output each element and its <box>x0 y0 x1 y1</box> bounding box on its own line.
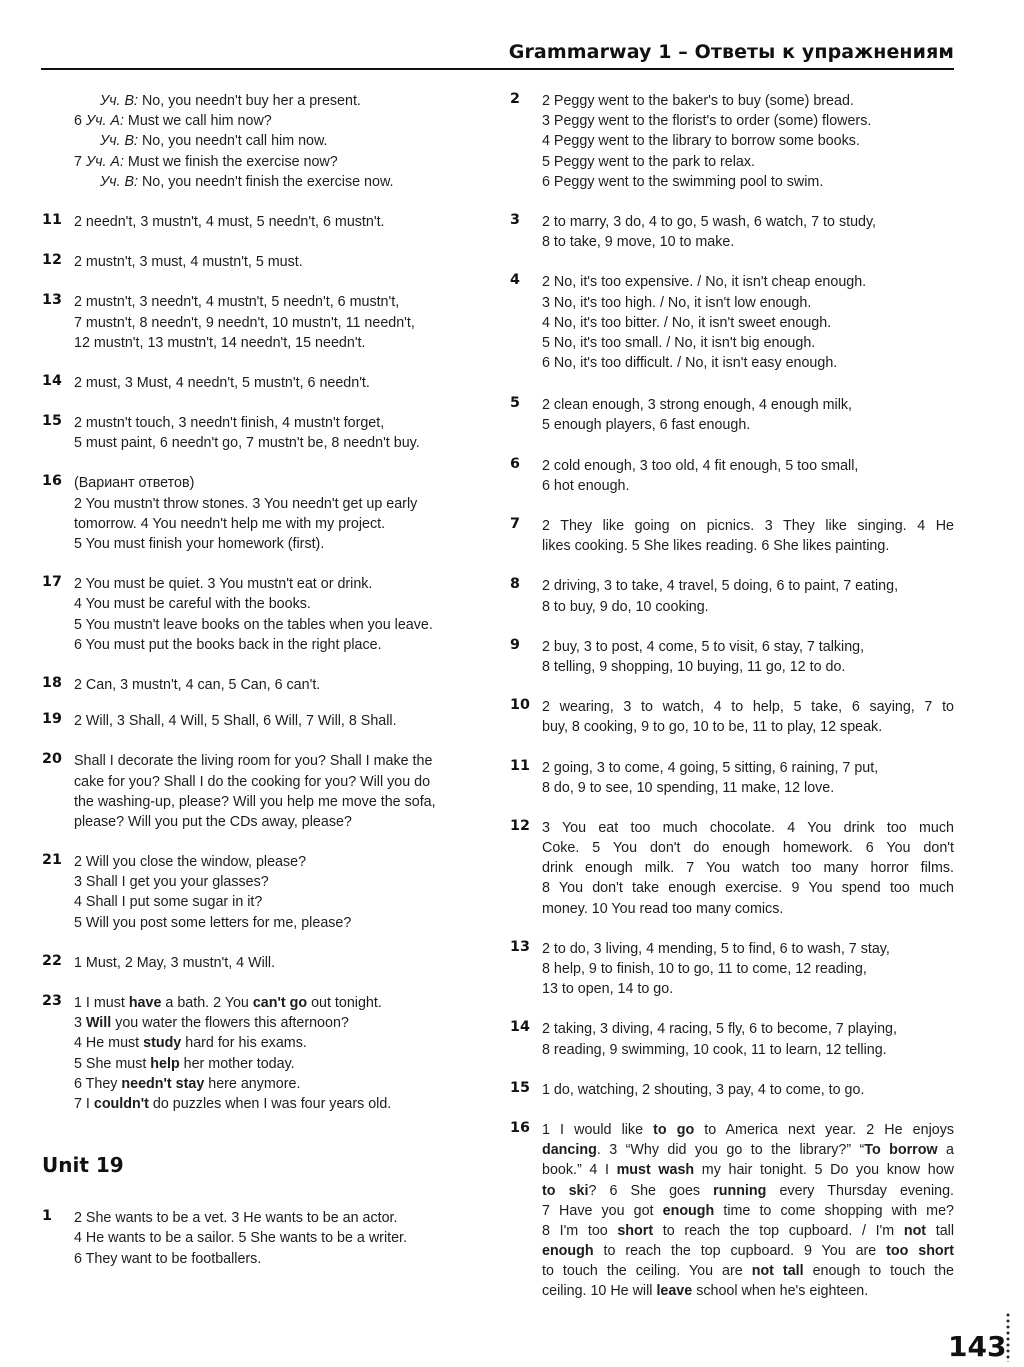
answer-line: 5 You must finish your homework (first). <box>74 536 325 552</box>
answer-line: 8 help, 9 to finish, 10 to go, 11 to come, 12 reading, <box>542 961 867 977</box>
exercise-number: 22 <box>42 952 62 969</box>
emphasis-text: leave <box>656 1283 693 1300</box>
exercise-number: 16 <box>510 1119 530 1136</box>
answer-line: 8 You don't take enough exercise. 9 You spend too much <box>542 880 954 897</box>
answer-line: 4 You must be careful with the books. <box>74 596 311 613</box>
answer-line: 8 I'm too short to reach the top cupboard. / I'm not tall <box>542 1222 954 1239</box>
speaker-label: Уч. В: <box>100 93 138 109</box>
exercise-entry <box>42 675 486 695</box>
text-segment: Must we finish the exercise now? <box>123 153 338 170</box>
answer-line: 6 Уч. А: Must we call him now? <box>74 113 272 130</box>
answer-line: likes cooking. 5 She likes reading. 6 She likes painting. <box>542 538 890 555</box>
answer-line: 2 She wants to be a vet. 3 He wants to be an actor. <box>74 1210 398 1227</box>
exercise-entry <box>42 751 486 832</box>
exercise-entry <box>510 637 954 677</box>
emphasis-text: to ski <box>542 1182 589 1199</box>
exercise-entry <box>42 413 486 453</box>
answer-line: 3 Peggy went to the florist's to order (some) flowers. <box>542 113 872 130</box>
exercise-number: 14 <box>510 1019 530 1036</box>
exercise-entry <box>510 697 954 737</box>
answer-line: 2 You must be quiet. 3 You mustn't eat or drink. <box>74 576 373 593</box>
answer-line: 2 mustn't touch, 3 needn't finish, 4 mustn't forget, <box>74 415 385 432</box>
exercise-entry <box>510 576 954 616</box>
exercise-number: 14 <box>42 372 62 389</box>
exercise-number: 6 <box>510 455 520 472</box>
answer-line: 4 He wants to be a sailor. 5 She wants to be a writer. <box>74 1230 407 1247</box>
exercise-entry <box>42 91 486 192</box>
exercise-number: 13 <box>510 938 530 955</box>
emphasis-text: not <box>903 1222 927 1239</box>
text-segment: No, you needn't finish the exercise now. <box>138 173 394 190</box>
answer-line: 5 must paint, 6 needn't go, 7 mustn't be, 8 needn't buy. <box>74 435 420 452</box>
answer-line: 2 Will, 3 Shall, 4 Will, 5 Shall, 6 Will, 7 Will, 8 Shall. <box>74 713 397 730</box>
emphasis-text: short <box>617 1222 654 1239</box>
answer-line: 5 enough players, 6 fast enough. <box>542 417 751 434</box>
answer-line: Shall I decorate the living room for you? Shall I make the <box>74 753 433 770</box>
exercise-entry <box>42 1208 486 1269</box>
exercise-entry <box>42 252 486 272</box>
answer-line: dancing. 3 “Why did you go to the library?” “To borrow a <box>542 1142 954 1159</box>
emphasis-text: Will <box>85 1015 112 1032</box>
answer-line: 1 do, watching, 2 shouting, 3 pay, 4 to come, to go. <box>542 1081 865 1098</box>
exercise-number: 21 <box>42 852 62 869</box>
text-segment: No, you needn't buy her a present. <box>138 93 361 109</box>
header-divider <box>41 68 954 70</box>
exercise-entry <box>510 1120 954 1302</box>
answer-line: 8 do, 9 to see, 10 spending, 11 make, 12 love. <box>542 779 835 796</box>
unit-19-entries <box>42 1208 486 1269</box>
exercise-entry <box>510 516 954 556</box>
text-segment: Must we call him now? <box>123 113 272 130</box>
emphasis-text: enough <box>542 1243 594 1260</box>
answer-line: 1 Must, 2 May, 3 mustn't, 4 Will. <box>74 954 276 971</box>
exercise-number: 17 <box>42 574 62 591</box>
answer-line: to ski? 6 She goes running every Thursday evening. <box>542 1182 954 1199</box>
answer-line: 8 to take, 9 move, 10 to make. <box>542 234 735 251</box>
answer-line: tomorrow. 4 You needn't help me with my project. <box>74 515 386 532</box>
answer-line: (Вариант ответов) <box>74 475 195 492</box>
exercise-entry <box>510 1019 954 1059</box>
answer-line: 1 I would like to go to America next year. 2 He enjoys <box>542 1121 954 1138</box>
answer-line: 6 You must put the books back in the right place. <box>74 636 382 653</box>
answer-line: 5 Will you post some letters for me, please? <box>74 914 352 931</box>
exercise-number: 12 <box>510 817 530 834</box>
answer-line: 2 wearing, 3 to watch, 4 to help, 5 take, 6 saying, 7 to <box>542 699 954 716</box>
exercise-entry <box>42 711 486 731</box>
answer-line <box>74 91 486 111</box>
exercise-entry <box>510 758 954 798</box>
speaker-label: Уч. А: <box>85 153 124 170</box>
exercise-entry <box>510 395 954 435</box>
exercise-number: 12 <box>42 252 62 269</box>
answer-line: 5 Peggy went to the park to relax. <box>542 153 755 170</box>
answer-line <box>74 172 486 192</box>
answer-line: 3 No, it's too high. / No, it isn't low enough. <box>542 294 812 311</box>
answer-line: 4 Shall I put some sugar in it? <box>74 894 263 911</box>
exercise-entry <box>42 212 486 232</box>
answer-line: enough to reach the top cupboard. 9 You are too short <box>542 1243 954 1260</box>
answer-line: money. 10 You read too many comics. <box>542 900 784 917</box>
answer-line: 5 She must help her mother today. <box>74 1055 295 1072</box>
emphasis-text: can't go <box>252 995 308 1011</box>
answer-line: 6 They needn't stay here anymore. <box>74 1075 301 1092</box>
exercise-number: 18 <box>42 674 62 691</box>
exercise-number: 20 <box>42 751 62 768</box>
exercise-number: 7 <box>510 516 520 532</box>
answer-line: 4 No, it's too bitter. / No, it isn't sweet enough. <box>542 314 832 331</box>
exercise-entry <box>510 91 954 192</box>
exercise-entry <box>510 1080 954 1100</box>
page-header-title: Grammarway 1 – Ответы к упражнениям <box>508 41 954 63</box>
exercise-number: 16 <box>42 473 62 490</box>
exercise-number: 4 <box>510 272 520 289</box>
speaker-label: Уч. В: <box>100 173 138 190</box>
answer-line: 7 mustn't, 8 needn't, 9 needn't, 10 mustn't, 11 needn't, <box>74 314 415 331</box>
answer-line: 2 mustn't, 3 must, 4 mustn't, 5 must. <box>74 254 303 271</box>
answer-line: buy, 8 cooking, 9 to go, 10 to be, 11 to play, 12 speak. <box>542 719 883 736</box>
page-number: 143 <box>948 1330 1007 1363</box>
answer-line: 3 Shall I get you your glasses? <box>74 874 269 891</box>
answer-line <box>74 131 486 151</box>
answer-line: 2 Can, 3 mustn't, 4 can, 5 Can, 6 can't. <box>74 676 321 693</box>
exercise-number: 10 <box>510 697 530 714</box>
left-answer-column <box>42 91 486 1269</box>
exercise-number: 1 <box>42 1208 52 1225</box>
emphasis-text: running <box>713 1182 767 1199</box>
emphasis-text: study <box>143 1035 182 1052</box>
unit-heading: Unit 19 <box>42 1153 124 1178</box>
speaker-label: Уч. А: <box>85 113 124 130</box>
exercise-entry <box>510 818 954 919</box>
exercise-entry <box>42 574 486 655</box>
emphasis-text: to go <box>653 1121 695 1138</box>
answer-line: 6 Peggy went to the swimming pool to swim. <box>542 173 824 190</box>
answer-line: the washing-up, please? Will you help me move the sofa, <box>74 793 436 810</box>
exercise-number: 11 <box>510 757 530 774</box>
answer-line: to touch the ceiling. You are not tall enough to touch the <box>542 1263 955 1280</box>
answer-line: 6 They want to be footballers. <box>74 1250 262 1267</box>
answer-line: 8 to buy, 9 do, 10 cooking. <box>542 598 709 615</box>
exercise-number: 5 <box>510 395 520 412</box>
exercise-entry <box>42 473 486 554</box>
emphasis-text: too short <box>886 1243 954 1260</box>
answer-line: 13 to open, 14 to go. <box>542 981 674 998</box>
exercise-entry <box>42 852 486 933</box>
exercise-number: 13 <box>42 292 62 309</box>
emphasis-text: dancing <box>542 1142 597 1159</box>
answer-line: 2 You mustn't throw stones. 3 You needn't get up early <box>74 495 418 512</box>
exercise-entry <box>510 456 954 496</box>
emphasis-text: needn't stay <box>121 1075 205 1092</box>
emphasis-text: have <box>128 995 162 1011</box>
answer-line: 12 mustn't, 13 mustn't, 14 needn't, 15 needn't. <box>74 334 366 351</box>
emphasis-text: not tall <box>751 1263 804 1280</box>
answer-line: 2 taking, 3 diving, 4 racing, 5 fly, 6 to become, 7 playing, <box>542 1021 897 1038</box>
right-answer-column <box>510 91 954 1302</box>
answer-line: 3 You eat too much chocolate. 4 You drink too much <box>542 819 954 836</box>
answer-line: 2 Peggy went to the baker's to buy (some) bread. <box>542 93 854 109</box>
answer-line: 2 buy, 3 to post, 4 come, 5 to visit, 6 stay, 7 talking, <box>542 638 865 655</box>
answer-line: 2 Will you close the window, please? <box>74 854 307 871</box>
answer-line: 1 I must have a bath. 2 You can't go out tonight. <box>74 995 382 1011</box>
answer-line: 8 telling, 9 shopping, 10 buying, 11 go, 12 to do. <box>542 658 846 675</box>
answer-line: 2 They like going on picnics. 3 They like singing. 4 He <box>542 518 954 534</box>
emphasis-text: couldn't <box>93 1095 149 1112</box>
exercise-number: 15 <box>510 1079 530 1096</box>
exercise-entry <box>42 993 486 1114</box>
answer-line: 2 cold enough, 3 too old, 4 fit enough, 5 too small, <box>542 457 859 474</box>
answer-line: 6 No, it's too difficult. / No, it isn't easy enough. <box>542 355 838 372</box>
answer-line: drink enough milk. 7 You watch too many horror films. <box>542 860 954 877</box>
speaker-label: Уч. В: <box>100 133 138 150</box>
answer-line: 2 to marry, 3 do, 4 to go, 5 wash, 6 watch, 7 to study, <box>542 213 877 230</box>
answer-line: 4 Peggy went to the library to borrow some books. <box>542 133 860 150</box>
answer-line: 2 to do, 3 living, 4 mending, 5 to find, 6 to wash, 7 stay, <box>542 940 890 957</box>
answer-line: cake for you? Shall I do the cooking for you? Will you do <box>74 773 431 790</box>
answer-line: 6 hot enough. <box>542 477 630 494</box>
answer-line: 2 clean enough, 3 strong enough, 4 enough milk, <box>542 397 852 414</box>
exercise-number: 9 <box>510 636 520 653</box>
answer-line: ceiling. 10 He will leave school when he's eighteen. <box>542 1283 869 1300</box>
exercise-number: 23 <box>42 993 62 1009</box>
answer-line: 5 You mustn't leave books on the tables when you leave. <box>74 616 433 633</box>
emphasis-text: help <box>150 1055 180 1072</box>
answer-line: 2 going, 3 to come, 4 going, 5 sitting, 6 raining, 7 put, <box>542 759 879 776</box>
emphasis-text: To borrow <box>864 1142 938 1159</box>
answer-line: 2 No, it's too expensive. / No, it isn't cheap enough. <box>542 274 867 291</box>
answer-line: 7 I couldn't do puzzles when I was four years old. <box>74 1095 392 1112</box>
exercise-number: 2 <box>510 91 520 107</box>
exercise-number: 15 <box>42 413 62 430</box>
exercise-entry <box>42 373 486 393</box>
exercise-entry <box>510 272 954 373</box>
exercise-entry <box>42 292 486 353</box>
answer-line: 7 Уч. А: Must we finish the exercise now? <box>74 153 338 170</box>
exercise-entry <box>510 212 954 252</box>
right-entries <box>510 91 954 1302</box>
answer-line: 2 needn't, 3 mustn't, 4 must, 5 needn't, 6 mustn't. <box>74 213 385 230</box>
answer-line: 4 He must study hard for his exams. <box>74 1035 307 1052</box>
answer-line: 8 reading, 9 swimming, 10 cook, 11 to learn, 12 telling. <box>542 1041 887 1058</box>
answer-line: 7 Have you got enough time to come shopping with me? <box>542 1202 954 1219</box>
emphasis-text: enough <box>662 1202 715 1219</box>
answer-line: book.” 4 I must wash my hair tonight. 5 Do you know how <box>542 1162 954 1179</box>
exercise-entry <box>42 953 486 973</box>
answer-line: 2 driving, 3 to take, 4 travel, 5 doing, 6 to paint, 7 eating, <box>542 578 899 595</box>
answer-line: Coke. 5 You don't do enough homework. 6 You don't <box>542 840 954 857</box>
answer-line: 5 No, it's too small. / No, it isn't big enough. <box>542 334 816 351</box>
answer-line: 2 mustn't, 3 needn't, 4 mustn't, 5 needn't, 6 mustn't, <box>74 294 400 311</box>
answer-line: 2 must, 3 Must, 4 needn't, 5 mustn't, 6 needn't. <box>74 374 370 391</box>
left-entries <box>42 91 486 1114</box>
answer-line: 3 Will you water the flowers this afternoon? <box>74 1015 349 1032</box>
text-segment: No, you needn't call him now. <box>138 133 328 150</box>
emphasis-text: must wash <box>616 1162 695 1179</box>
exercise-number: 19 <box>42 711 62 728</box>
exercise-number: 8 <box>510 576 520 593</box>
exercise-number: 11 <box>42 211 62 228</box>
exercise-entry <box>510 939 954 1000</box>
answer-line: please? Will you put the CDs away, please? <box>74 813 352 830</box>
exercise-number: 3 <box>510 211 520 228</box>
page-edge-dots <box>1006 1312 1010 1362</box>
